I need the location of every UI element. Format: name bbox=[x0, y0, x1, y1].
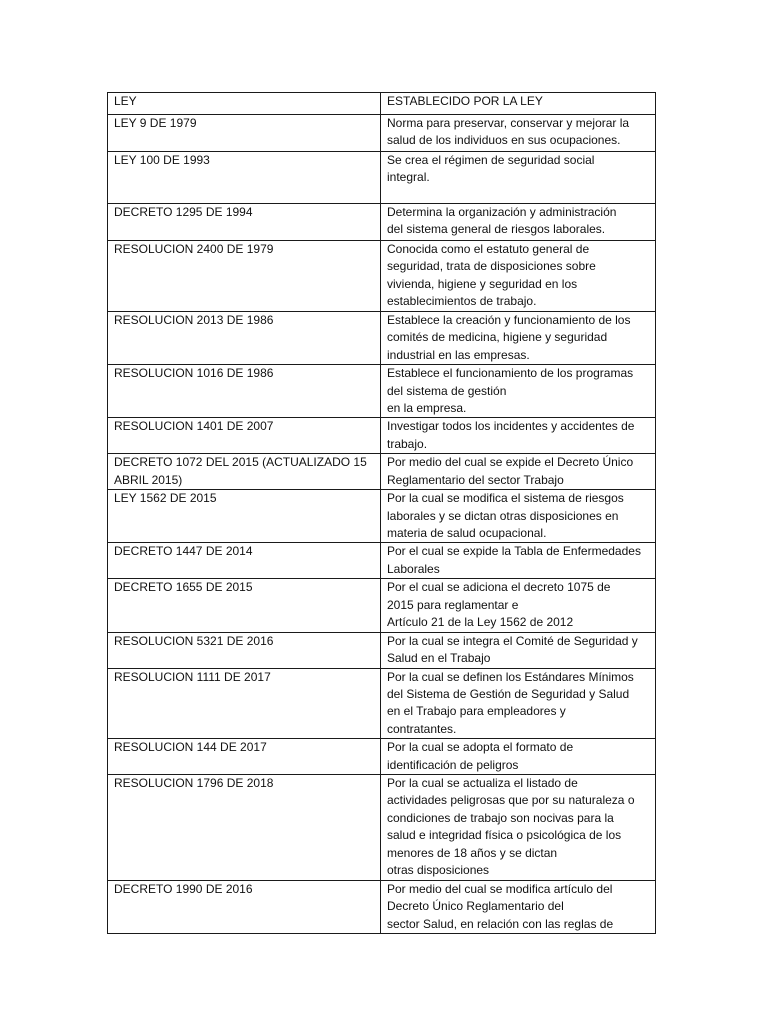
table-row bbox=[108, 774, 656, 880]
cell-desc: Por la cual se definen los Estándares Mínimos del Sistema de Gestión de Seguridad y Salud en el Trabajo para empleadores y contratantes. bbox=[381, 668, 656, 739]
table-row bbox=[108, 152, 656, 204]
table-row bbox=[108, 454, 656, 490]
cell-ley: DECRETO 1072 DEL 2015 (ACTUALIZADO 15 ABRIL 2015) bbox=[108, 454, 381, 490]
table-row bbox=[108, 543, 656, 579]
cell-ley: RESOLUCION 1016 DE 1986 bbox=[108, 365, 381, 418]
cell-ley: DECRETO 1447 DE 2014 bbox=[108, 543, 381, 579]
cell-ley: RESOLUCION 5321 DE 2016 bbox=[108, 632, 381, 668]
cell-desc: Por la cual se adopta el formato de identificación de peligros bbox=[381, 739, 656, 775]
table-row bbox=[108, 739, 656, 775]
cell-desc: Por medio del cual se expide el Decreto Único Reglamentario del sector Trabajo bbox=[381, 454, 656, 490]
cell-ley: RESOLUCION 1401 DE 2007 bbox=[108, 418, 381, 454]
cell-ley: RESOLUCION 1796 DE 2018 bbox=[108, 774, 381, 880]
table-row bbox=[108, 632, 656, 668]
cell-ley: RESOLUCION 2400 DE 1979 bbox=[108, 241, 381, 312]
cell-ley: DECRETO 1655 DE 2015 bbox=[108, 579, 381, 632]
table-row bbox=[108, 115, 656, 152]
table-row bbox=[108, 365, 656, 418]
table-row bbox=[108, 312, 656, 365]
cell-ley: LEY 1562 DE 2015 bbox=[108, 490, 381, 543]
cell-desc: Conocida como el estatuto general de seguridad, trata de disposiciones sobre vivienda, higiene y seguridad en los establecimientos de trabajo. bbox=[381, 241, 656, 312]
header-ley: LEY bbox=[108, 93, 381, 115]
cell-desc: Establece la creación y funcionamiento de los comités de medicina, higiene y seguridad industrial en las empresas. bbox=[381, 312, 656, 365]
table-row bbox=[108, 490, 656, 543]
cell-ley: RESOLUCION 1111 DE 2017 bbox=[108, 668, 381, 739]
cell-desc: Establece el funcionamiento de los programas del sistema de gestión en la empresa. bbox=[381, 365, 656, 418]
cell-ley: RESOLUCION 144 DE 2017 bbox=[108, 739, 381, 775]
cell-desc: Por la cual se modifica el sistema de riesgos laborales y se dictan otras disposiciones en materia de salud ocupacional. bbox=[381, 490, 656, 543]
table-header-row bbox=[108, 93, 656, 115]
cell-ley: DECRETO 1295 DE 1994 bbox=[108, 204, 381, 241]
cell-ley: LEY 100 DE 1993 bbox=[108, 152, 381, 204]
cell-desc: Por medio del cual se modifica artículo del Decreto Único Reglamentario del sector Salud, en relación con las reglas de bbox=[381, 880, 656, 933]
cell-ley: LEY 9 DE 1979 bbox=[108, 115, 381, 152]
table-row bbox=[108, 418, 656, 454]
table-row bbox=[108, 204, 656, 241]
cell-desc: Determina la organización y administración del sistema general de riesgos laborales. bbox=[381, 204, 656, 241]
cell-desc: Por la cual se integra el Comité de Seguridad y Salud en el Trabajo bbox=[381, 632, 656, 668]
cell-desc: Norma para preservar, conservar y mejorar la salud de los individuos en sus ocupaciones. bbox=[381, 115, 656, 152]
cell-ley: RESOLUCION 2013 DE 1986 bbox=[108, 312, 381, 365]
cell-ley: DECRETO 1990 DE 2016 bbox=[108, 880, 381, 933]
table-row bbox=[108, 579, 656, 632]
cell-desc: Por la cual se actualiza el listado de actividades peligrosas que por su naturaleza o condiciones de trabajo son nocivas para la salud e integridad física o psicológica de los menores de 18 años y se dictan otras disposiciones bbox=[381, 774, 656, 880]
laws-table bbox=[107, 92, 656, 934]
cell-desc: Por el cual se expide la Tabla de Enfermedades Laborales bbox=[381, 543, 656, 579]
header-establecido: ESTABLECIDO POR LA LEY bbox=[381, 93, 656, 115]
table-row bbox=[108, 241, 656, 312]
table-row bbox=[108, 880, 656, 933]
cell-desc: Se crea el régimen de seguridad social integral. bbox=[381, 152, 656, 204]
cell-desc: Investigar todos los incidentes y accidentes de trabajo. bbox=[381, 418, 656, 454]
table-row bbox=[108, 668, 656, 739]
cell-desc: Por el cual se adiciona el decreto 1075 de 2015 para reglamentar e Artículo 21 de la Ley 1562 de 2012 bbox=[381, 579, 656, 632]
